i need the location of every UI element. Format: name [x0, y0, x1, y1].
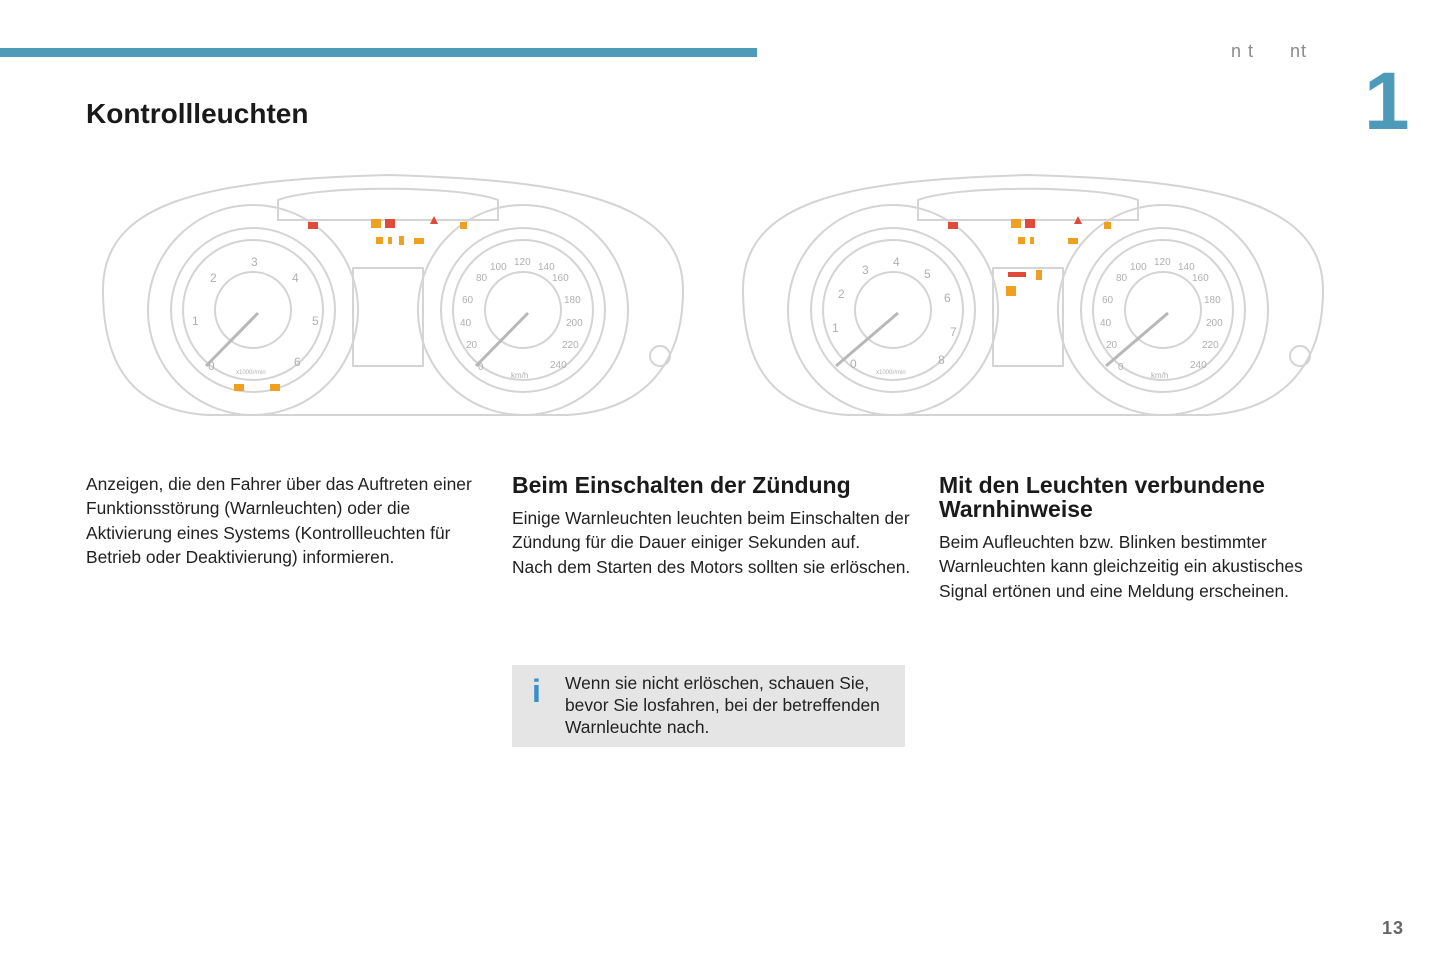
ignition-paragraph-2: Nach dem Starten des Motors sollten sie erlöschen. — [512, 556, 911, 577]
speed-tick-label: 20 — [466, 340, 478, 351]
speed-unit-label: km/h — [1151, 371, 1169, 380]
cluster-right-drawing — [728, 160, 1328, 425]
speed-tick-label: 220 — [562, 340, 579, 351]
speed-tick-label: 0 — [478, 362, 484, 373]
speed-tick-label: 80 — [1116, 273, 1128, 284]
ignition-column — [512, 470, 912, 579]
speed-tick-label: 240 — [1190, 360, 1207, 371]
speed-tick-label: 160 — [1192, 273, 1209, 284]
speed-tick-label: 60 — [462, 295, 474, 306]
page-title: Kontrollleuchten — [86, 98, 309, 129]
tach-tick-label: 4 — [292, 271, 299, 285]
speed-tick-label: 100 — [490, 262, 507, 273]
tach-tick-label: 5 — [312, 314, 319, 328]
page-number: 13 — [1382, 918, 1405, 938]
speed-tick-label: 220 — [1202, 340, 1219, 351]
ignition-heading: Beim Einschalten der Zündung — [512, 472, 851, 498]
tach-unit-label: x1000r/min — [236, 370, 266, 376]
tach-tick-label: 0 — [850, 357, 857, 371]
tach-tick-label: 4 — [893, 255, 900, 269]
cluster-left-drawing — [88, 160, 688, 425]
tach-tick-label: 5 — [924, 267, 931, 281]
tach-tick-label: 6 — [294, 355, 301, 369]
tach-unit-label: x1000r/min — [876, 370, 906, 376]
speed-tick-label: 200 — [1206, 318, 1223, 329]
speed-tick-label: 20 — [1106, 340, 1118, 351]
instrument-cluster-left — [88, 160, 688, 425]
speed-unit-label: km/h — [511, 371, 529, 380]
speed-tick-label: 120 — [1154, 257, 1171, 268]
tach-tick-label: 2 — [838, 287, 845, 301]
speed-tick-label: 60 — [1102, 295, 1114, 306]
chapter-number: 1 — [1364, 56, 1410, 147]
tach-tick-label: 1 — [192, 314, 199, 328]
warning-lamps — [948, 216, 1111, 296]
speed-tick-label: 180 — [564, 295, 581, 306]
speed-tick-label: 40 — [460, 318, 472, 329]
speed-tick-label: 200 — [566, 318, 583, 329]
tach-tick-label: 0 — [208, 359, 215, 373]
warnings-paragraph: Beim Aufleuchten bzw. Blinken bestimmter Warnleuchten kann gleichzeitig ein akustisches Signal ertönen und eine Meldung erscheinen. — [939, 532, 1303, 601]
speed-tick-label: 40 — [1100, 318, 1112, 329]
speed-tick-label: 240 — [550, 360, 567, 371]
speed-tick-label: 80 — [476, 273, 488, 284]
speed-tick-label: 100 — [1130, 262, 1147, 273]
info-text: Wenn sie nicht erlöschen, schauen Sie, bevor Sie losfahren, bei der betreffenden Warnleuchte nach. — [565, 673, 880, 737]
speed-tick-label: 0 — [1118, 362, 1124, 373]
warnings-column — [939, 470, 1339, 603]
intro-paragraph: Anzeigen, die den Fahrer über das Auftreten einer Funktionsstörung (Warnleuchten) oder die Aktivierung eines Systems (Kontrollleuchten für Betrieb oder Deaktivierung) informieren. — [86, 474, 472, 568]
speed-tick-label: 140 — [1178, 262, 1195, 273]
tach-tick-label: 1 — [832, 321, 839, 335]
ignition-paragraph-1: Einige Warnleuchten leuchten beim Einschalten der Zündung für die Dauer einiger Sekunden auf. — [512, 508, 910, 553]
speed-tick-label: 160 — [552, 273, 569, 284]
tach-tick-label: 6 — [944, 291, 951, 305]
header-accent-bar — [0, 48, 757, 57]
info-box — [512, 665, 905, 747]
info-icon: i — [532, 673, 541, 709]
tach-tick-label: 2 — [210, 271, 217, 285]
tach-tick-label: 3 — [251, 255, 258, 269]
warnings-heading: Mit den Leuchten verbundene Warnhinweise — [939, 472, 1265, 522]
speed-tick-label: 180 — [1204, 295, 1221, 306]
instrument-cluster-right — [728, 160, 1328, 425]
intro-column — [86, 472, 491, 570]
tach-tick-label: 8 — [938, 353, 945, 367]
speed-tick-label: 140 — [538, 262, 555, 273]
tach-tick-label: 3 — [862, 263, 869, 277]
header-label: n t nt — [1231, 41, 1308, 61]
speed-tick-label: 120 — [514, 257, 531, 268]
tach-tick-label: 7 — [950, 325, 957, 339]
